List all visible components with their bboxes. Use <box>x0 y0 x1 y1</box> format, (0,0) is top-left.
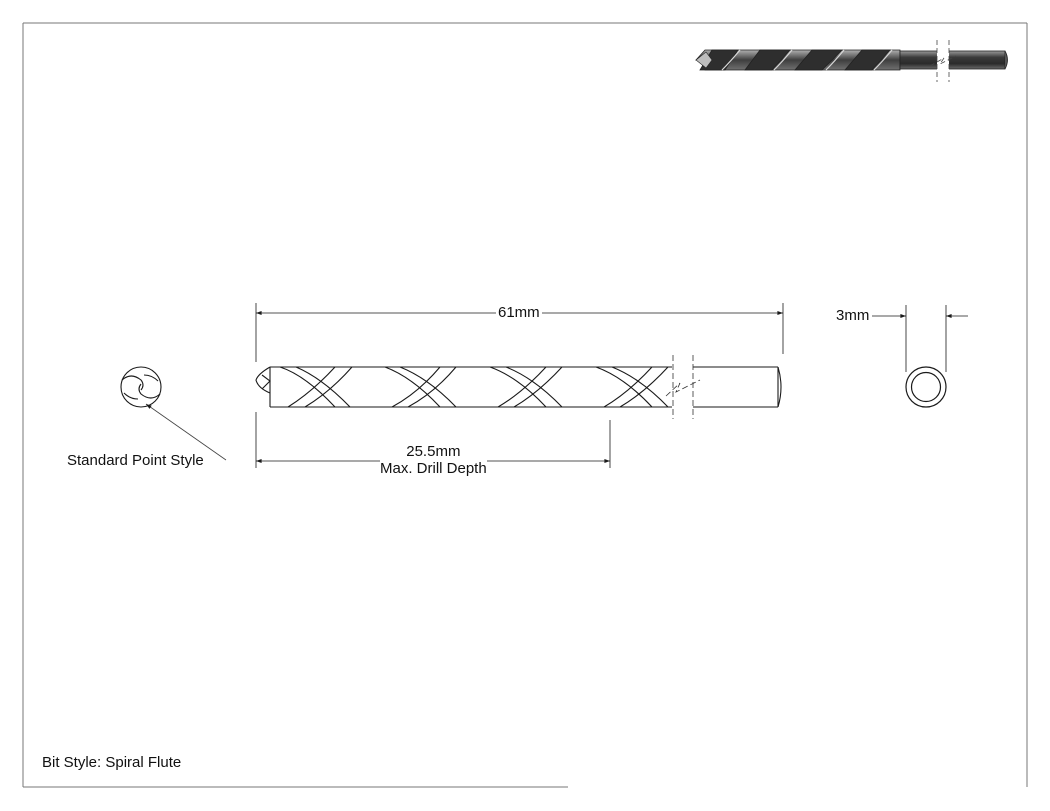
drill-depth-value: 25.5mm <box>406 443 461 460</box>
drill-depth-caption: Max. Drill Depth <box>380 460 487 477</box>
drill-bit-side-view <box>256 367 781 407</box>
shank-section-view <box>906 367 946 407</box>
overall-length-label: 61mm <box>498 304 540 321</box>
point-end-view <box>121 367 161 407</box>
bit-style-label: Bit Style: Spiral Flute <box>42 754 182 771</box>
drill-depth-label <box>380 443 487 477</box>
drill-bit-3d-preview <box>696 40 1008 82</box>
sheet-border <box>23 23 1027 787</box>
diameter-dimension <box>872 305 968 372</box>
point-style-label: Standard Point Style <box>67 452 204 469</box>
break-lines <box>666 355 700 419</box>
diameter-label: 3mm <box>836 307 870 324</box>
